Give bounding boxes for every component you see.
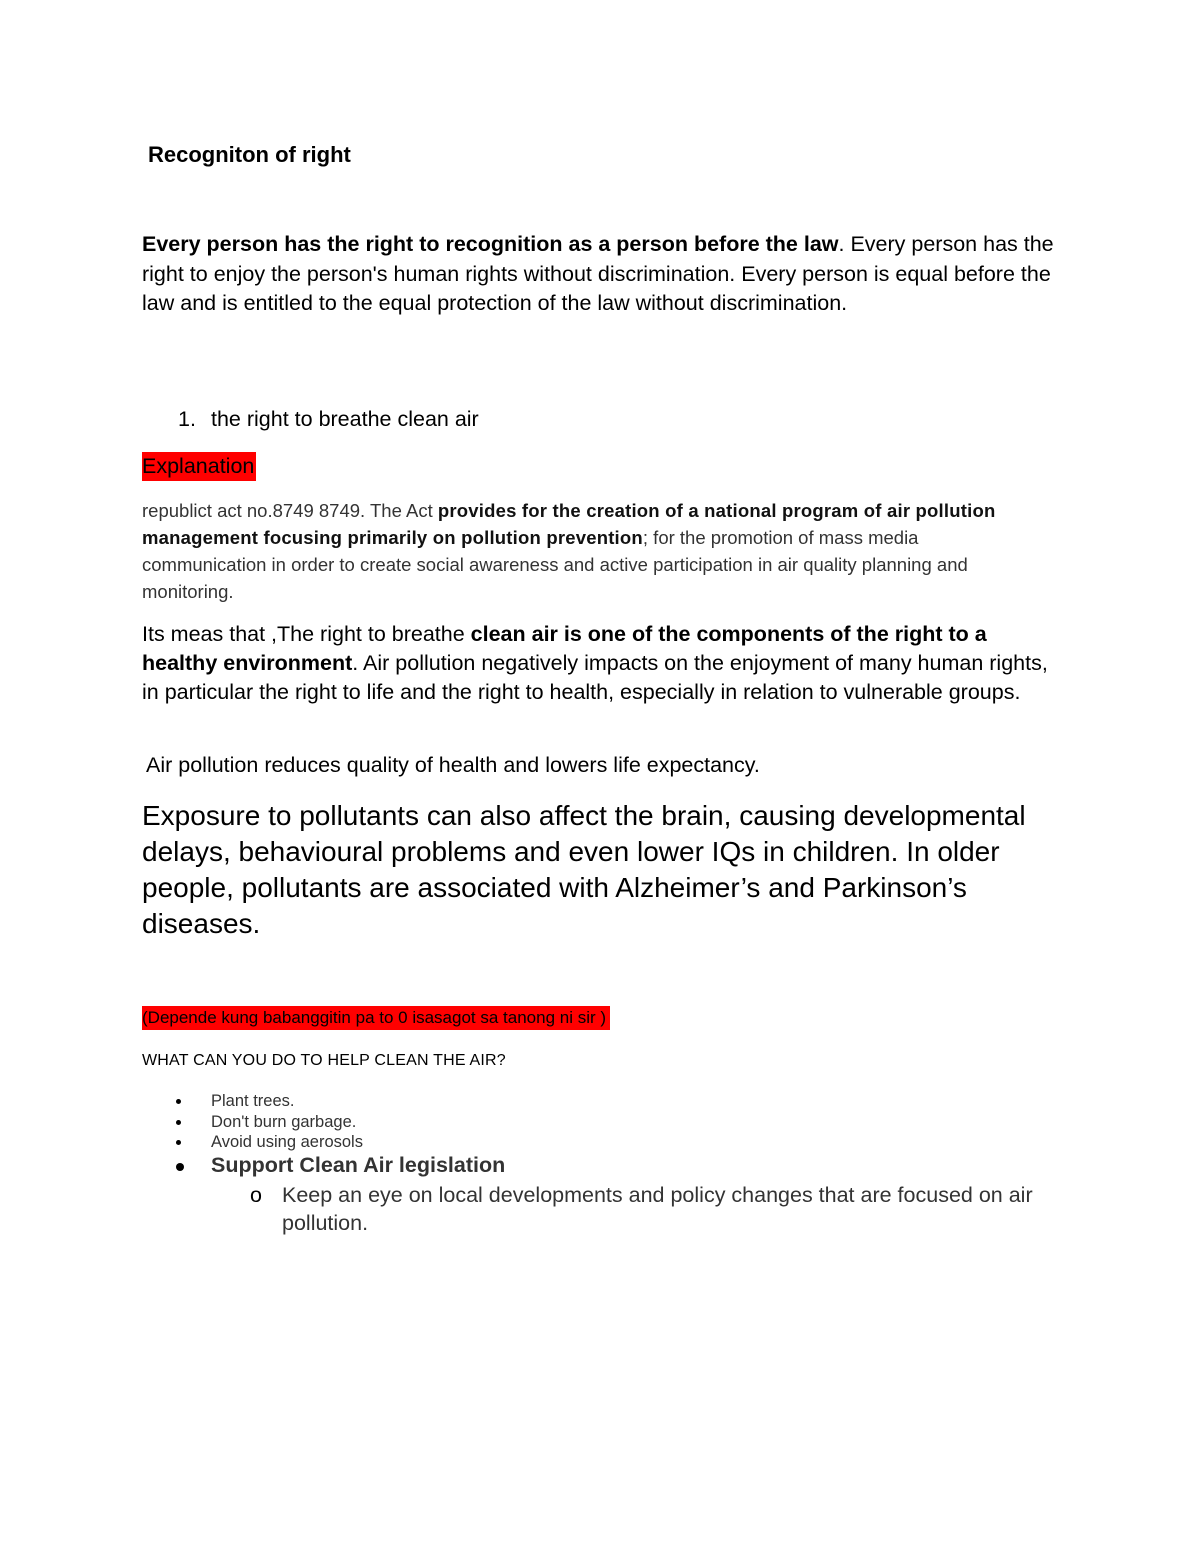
act-suffix: ; for the promotion of mass media communication in order to create social awareness and active participation in air quality planning and monitoring.	[142, 527, 968, 602]
support-list-item	[176, 1153, 505, 1178]
help-item-text: Don't burn garbage.	[211, 1112, 357, 1131]
reduces-sentence: Air pollution reduces quality of health and lowers life expectancy.	[146, 753, 760, 777]
meaning-suffix: . Air pollution negatively impacts on the enjoyment of many human rights, in particular the right to life and the right to health, especially in relation to vulnerable groups.	[142, 651, 1048, 704]
numbered-list-item	[178, 407, 479, 432]
hollow-bullet-icon: o	[250, 1183, 262, 1207]
help-heading: WHAT CAN YOU DO TO HELP CLEAN THE AIR?	[142, 1052, 506, 1069]
meaning-prefix: Its meas that ,The right to breathe	[142, 622, 471, 646]
explanation-label: Explanation	[142, 452, 256, 481]
bullet-icon	[176, 1140, 181, 1145]
bullet-icon	[176, 1163, 184, 1171]
intro-text: . Every person has the right to enjoy the person's human rights without discrimination. Every person is equal before the law and is entitled to the equal protection of the law without discrimination.	[142, 232, 1054, 315]
help-item-text: Plant trees.	[211, 1092, 295, 1110]
exposure-paragraph: Exposure to pollutants can also affect the brain, causing developmental delays, behavioural problems and even lower IQs in children. In older people, pollutants are associated with Alzheimer’s and Parkinson’s diseases.	[142, 800, 1026, 939]
act-paragraph	[142, 497, 1042, 605]
document-title: Recogniton of right	[148, 142, 351, 167]
list-item	[176, 1132, 363, 1153]
bullet-icon	[176, 1099, 181, 1104]
act-prefix: republict act no.8749 8749. The Act	[142, 500, 438, 521]
list-item	[176, 1091, 363, 1112]
meaning-paragraph	[142, 620, 1062, 707]
support-item-text: Support Clean Air legislation	[211, 1153, 506, 1177]
intro-paragraph	[142, 230, 1072, 319]
list-item	[176, 1112, 363, 1133]
bullet-icon	[176, 1120, 181, 1125]
help-item-text: Avoid using aerosols	[211, 1133, 363, 1151]
act-bold-text: provides for the creation of a national program of air pollution management focusing primarily on pollution prevention	[142, 500, 996, 548]
sub-list-item	[250, 1181, 1082, 1237]
help-list	[176, 1091, 363, 1153]
sub-item-text: Keep an eye on local developments and policy changes that are focused on air pollution.	[282, 1183, 1033, 1235]
list-number: 1.	[178, 407, 196, 431]
intro-bold-text: Every person has the right to recognition as a person before the law	[142, 232, 839, 256]
highlighted-note: (Depende kung babanggitin pa to 0 isasagot sa tanong ni sir )	[142, 1006, 610, 1030]
meaning-bold-text: clean air is one of the components of the right to a healthy environment	[142, 622, 987, 675]
list-item-text: the right to breathe clean air	[211, 407, 479, 431]
